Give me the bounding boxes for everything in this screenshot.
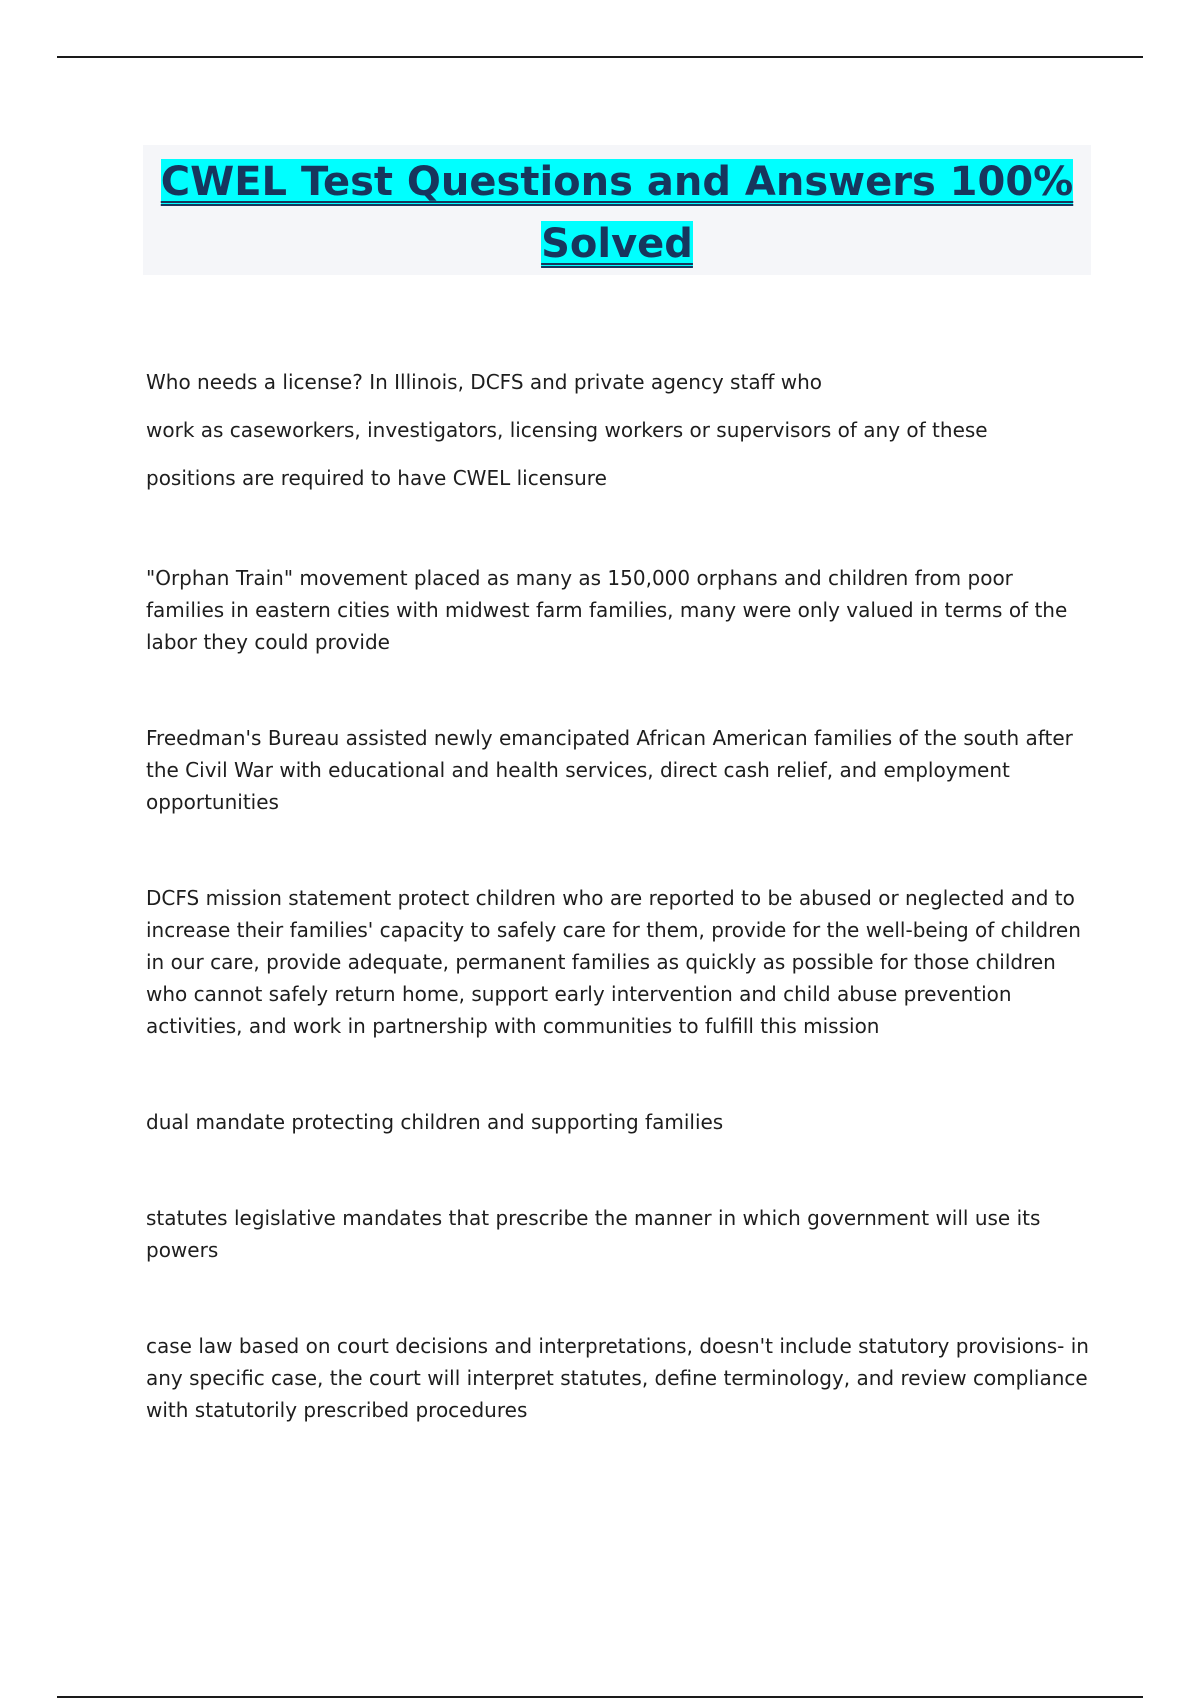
qa-item-freedmans-bureau: Freedman's Bureau assisted newly emancipated African American families of the south after the Civil War with educational and health services, direct cash relief, and employment opportunities (146, 726, 1073, 814)
qa-item-statutes: statutes legislative mandates that prescribe the manner in which government will use its powers (146, 1206, 1041, 1262)
title-line-2: Solved (541, 221, 693, 267)
qa-item-dual-mandate: dual mandate protecting children and supporting families (146, 1110, 724, 1134)
title-line-1: CWEL Test Questions and Answers 100% (160, 159, 1074, 205)
intro-line: work as caseworkers, investigators, licensing workers or supervisors of any of these (146, 418, 988, 442)
document-title (143, 145, 1091, 275)
bottom-rule (57, 1696, 1143, 1698)
intro-line: Who needs a license? In Illinois, DCFS and private agency staff who (146, 370, 822, 394)
qa-item-dcfs-mission: DCFS mission statement protect children who are reported to be abused or neglected and to increase their families' capacity to safely care for them, provide for the well-being of children in our care, provide adequate, permanent families as quickly as possible for those children who cannot safely return home, support early intervention and child abuse prevention activities, and work in partnership with communities to fulfill this mission (146, 886, 1081, 1038)
top-rule (57, 56, 1143, 58)
intro-line: positions are required to have CWEL licensure (146, 466, 607, 490)
title-box (143, 145, 1091, 275)
qa-item-orphan-train: "Orphan Train" movement placed as many as 150,000 orphans and children from poor families in eastern cities with midwest farm families, many were only valued in terms of the labor they could provide (146, 566, 1068, 654)
document-body (146, 370, 1096, 1426)
qa-item-case-law: case law based on court decisions and interpretations, doesn't include statutory provisions- in any specific case, the court will interpret statutes, define terminology, and review compliance with statutorily prescribed procedures (146, 1334, 1089, 1422)
